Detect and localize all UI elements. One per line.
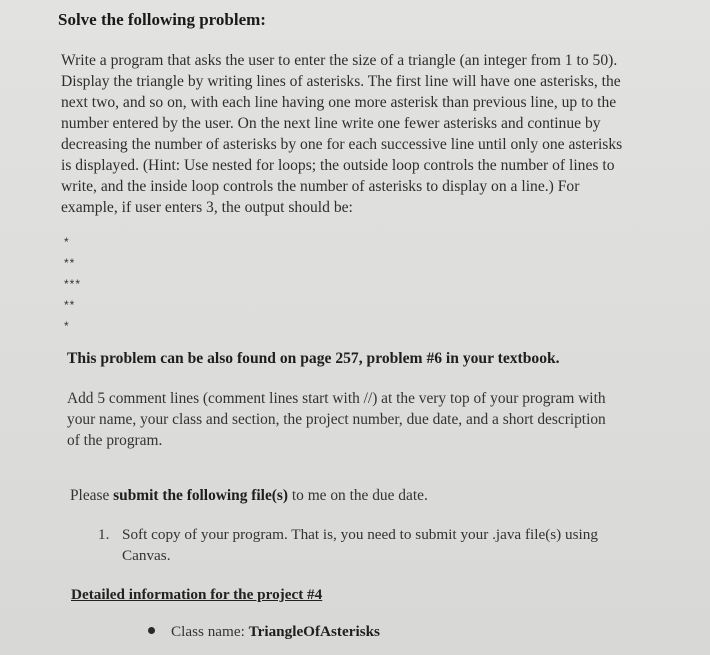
example-output-line: *: [64, 319, 70, 333]
detail-heading: Detailed information for the project #4: [71, 586, 323, 603]
example-output-line: **: [64, 256, 76, 270]
bullet-label: Class name:: [171, 623, 249, 640]
problem-line: example, if user enters 3, the output should be:: [61, 199, 353, 216]
page-heading: Solve the following problem:: [58, 10, 266, 29]
list-item: [98, 524, 678, 566]
problem-line: is displayed. (Hint: Use nested for loops; the outside loop controls the number of lines to: [61, 157, 615, 174]
example-output: [64, 232, 81, 337]
bullet-icon: [148, 627, 155, 634]
problem-line: next two, and so on, with each line having one more asterisk than previous line, up to the: [61, 94, 617, 111]
list-item-line: Soft copy of your program. That is, you need to submit your .java file(s) using: [122, 526, 598, 543]
problem-line: Write a program that asks the user to enter the size of a triangle (an integer from 1 to 50).: [61, 52, 618, 69]
list-item-text: [122, 524, 678, 566]
comment-line: of the program.: [67, 432, 163, 449]
example-output-line: ***: [64, 277, 82, 291]
textbook-note: This problem can be also found on page 257, problem #6 in your textbook.: [67, 350, 560, 367]
submit-prefix: Please: [70, 487, 114, 504]
bullet-item: [148, 623, 380, 641]
comment-line: your name, your class and section, the project number, due date, and a short description: [67, 411, 606, 428]
submit-suffix: to me on the due date.: [288, 487, 428, 504]
problem-line: decreasing the number of asterisks by one for each successive line until only one asterisks: [61, 136, 623, 153]
problem-line: Display the triangle by writing lines of asterisks. The first line will have one asterisks, the: [61, 73, 621, 90]
submit-instructions: [70, 487, 428, 505]
list-item-line: Canvas.: [122, 547, 171, 564]
submit-bold: submit the following file(s): [113, 487, 289, 504]
comment-line: Add 5 comment lines (comment lines start with //) at the very top of your program with: [67, 390, 606, 407]
comment-instructions: [67, 388, 697, 451]
problem-line: write, and the inside loop controls the number of asterisks to display on a line.) For: [61, 178, 580, 195]
example-output-line: *: [64, 235, 70, 249]
bullet-value: TriangleOfAsterisks: [248, 623, 380, 640]
example-output-line: **: [64, 298, 76, 312]
problem-line: number entered by the user. On the next line write one fewer asterisks and continue by: [61, 115, 601, 132]
problem-description: [61, 50, 701, 218]
list-item-number: 1.: [98, 526, 110, 543]
